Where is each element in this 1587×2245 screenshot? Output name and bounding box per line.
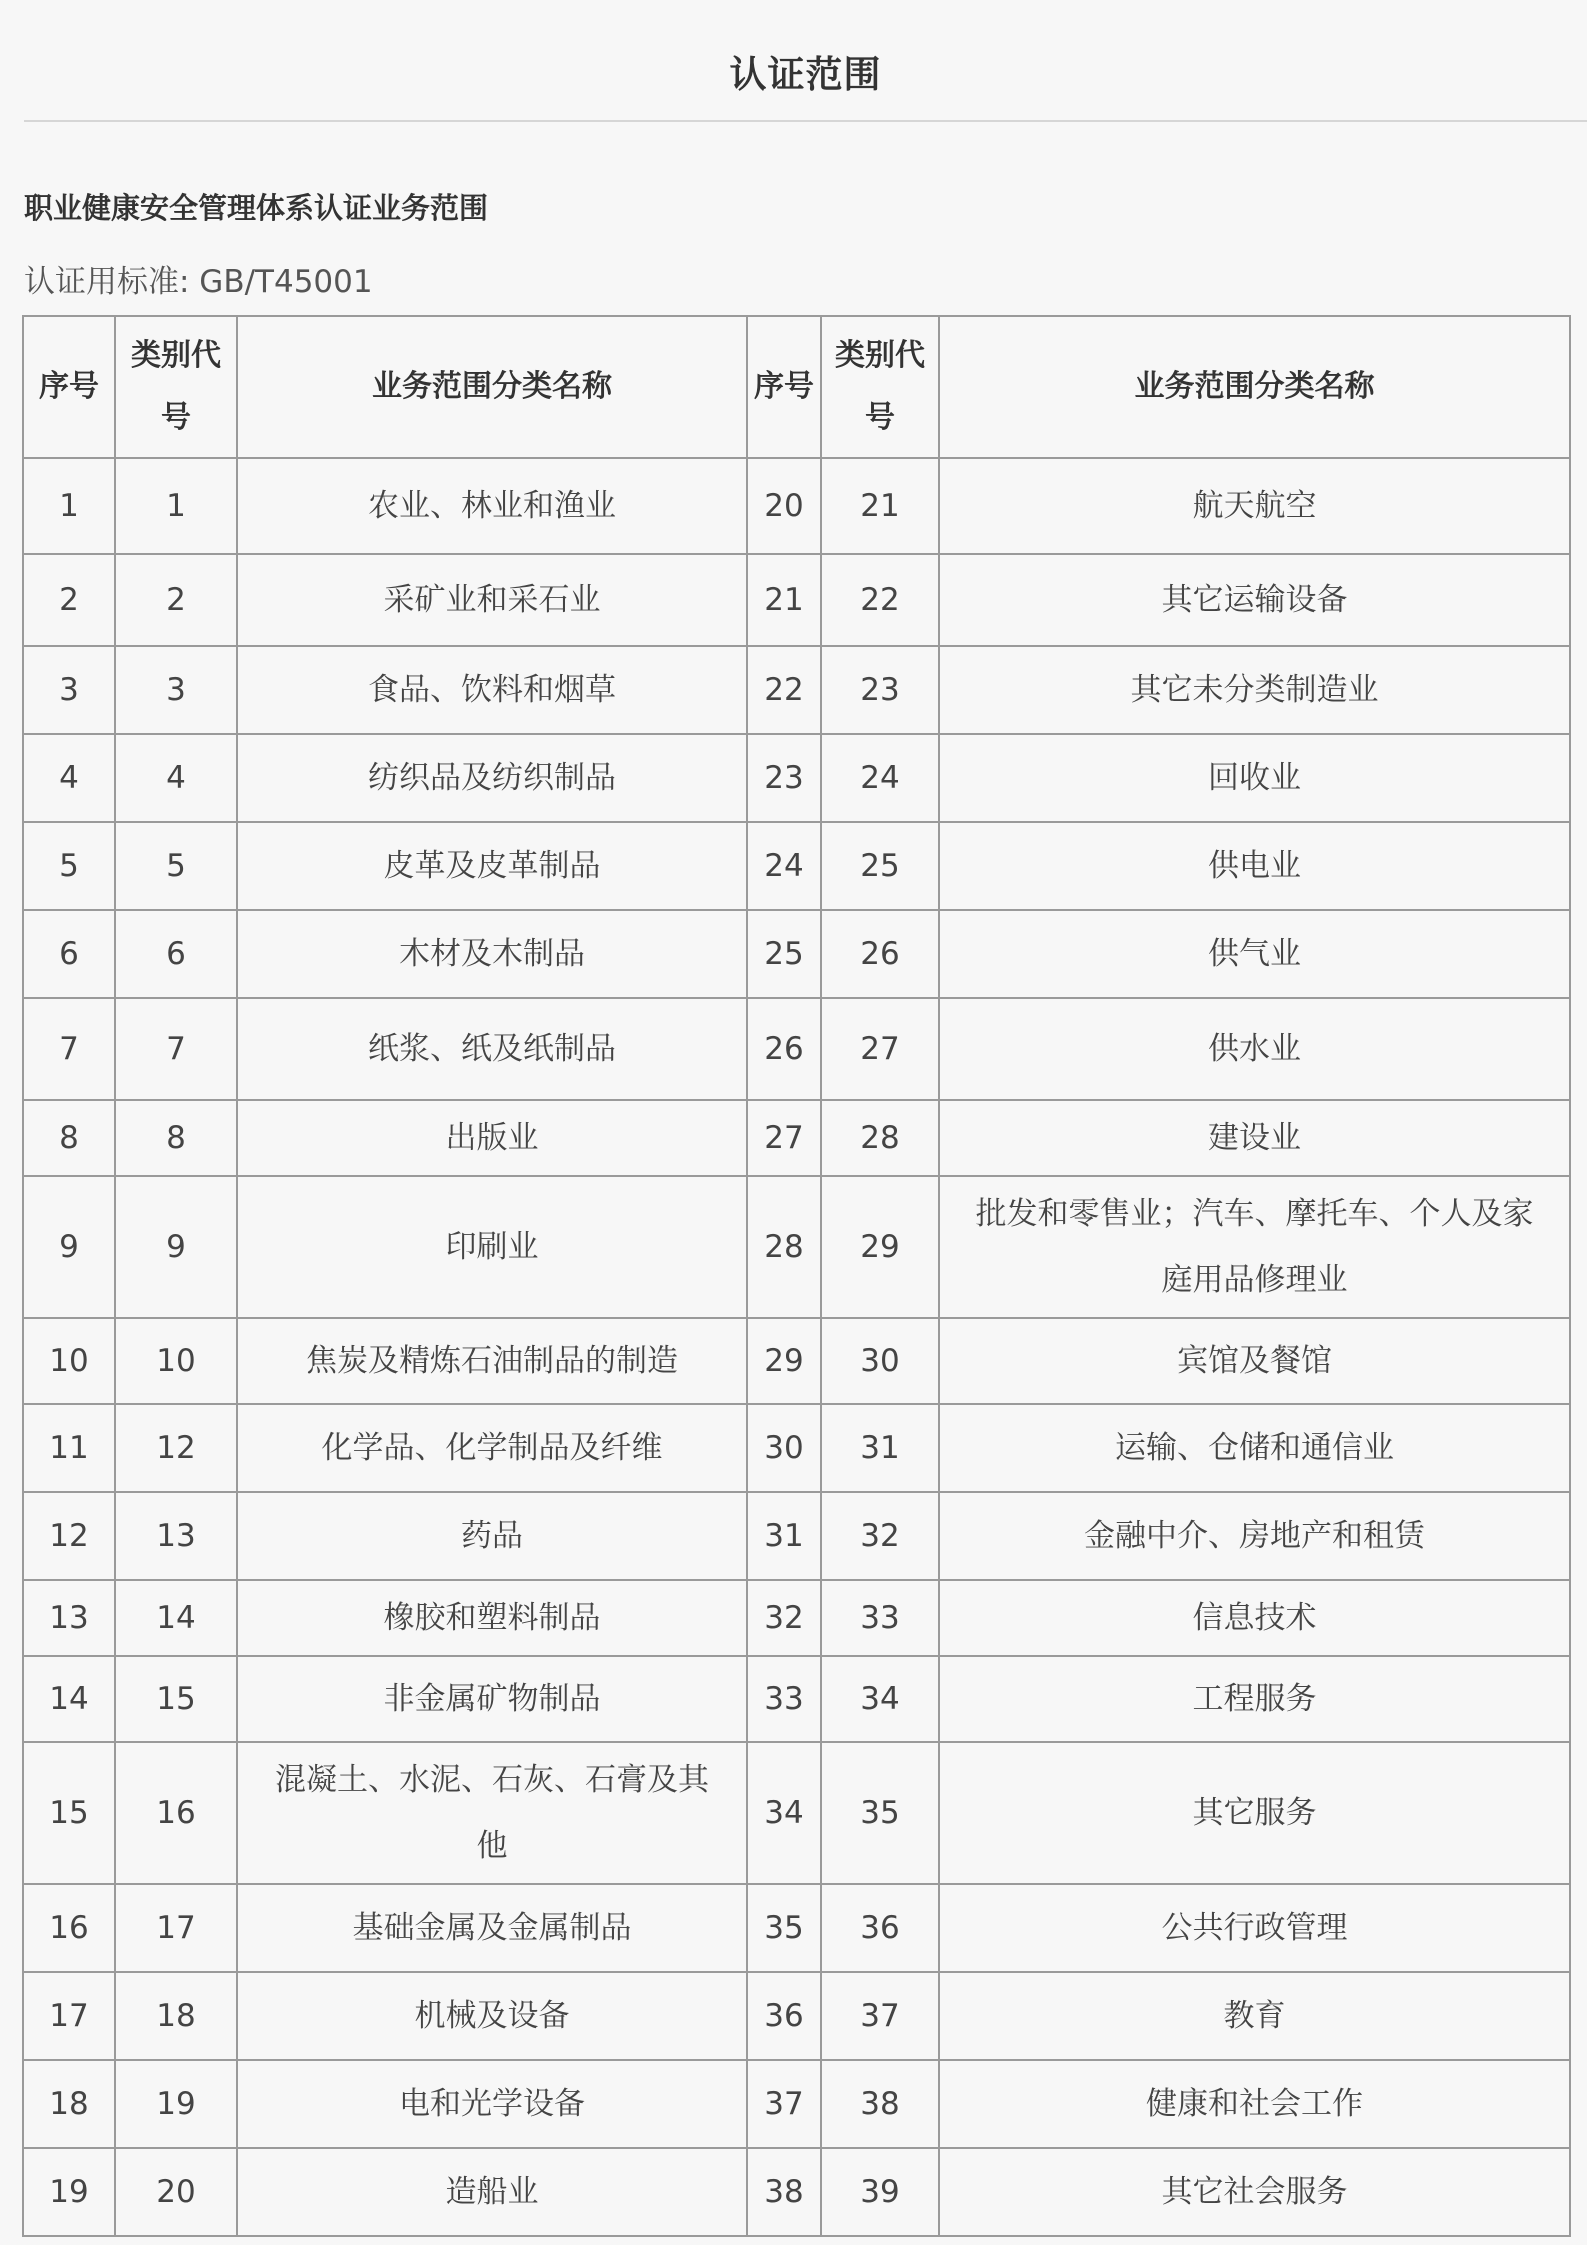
table-row	[23, 554, 1570, 646]
table-row	[23, 1100, 1570, 1176]
cell-seq2: 31	[747, 1492, 821, 1580]
table-row	[23, 1404, 1570, 1492]
cell-seq: 4	[23, 734, 115, 822]
cell-seq: 12	[23, 1492, 115, 1580]
table-row	[23, 1972, 1570, 2060]
cell-seq2: 35	[747, 1884, 821, 1972]
cell-name2: 供电业	[939, 822, 1570, 910]
cell-name: 印刷业	[237, 1176, 747, 1318]
table-row	[23, 458, 1570, 554]
cell-seq: 6	[23, 910, 115, 998]
cell-code: 16	[115, 1742, 237, 1884]
cell-code: 17	[115, 1884, 237, 1972]
cell-code2: 31	[821, 1404, 939, 1492]
cell-code: 6	[115, 910, 237, 998]
cell-code: 14	[115, 1580, 237, 1656]
cell-seq2: 20	[747, 458, 821, 554]
cell-code2: 22	[821, 554, 939, 646]
scope-table	[22, 315, 1571, 2237]
cell-code2: 37	[821, 1972, 939, 2060]
cell-seq2: 21	[747, 554, 821, 646]
header-code2-line2: 号	[865, 400, 895, 435]
cell-name2: 建设业	[939, 1100, 1570, 1176]
cell-name: 焦炭及精炼石油制品的制造	[237, 1318, 747, 1404]
table-row	[23, 1884, 1570, 1972]
cell-code: 1	[115, 458, 237, 554]
table-row	[23, 1492, 1570, 1580]
cell-name: 采矿业和采石业	[237, 554, 747, 646]
cell-seq2: 38	[747, 2148, 821, 2236]
header-code-line1: 类别代	[131, 338, 221, 373]
cell-code: 2	[115, 554, 237, 646]
cell-seq: 5	[23, 822, 115, 910]
cell-seq2: 23	[747, 734, 821, 822]
cell-code2: 35	[821, 1742, 939, 1884]
cell-seq: 11	[23, 1404, 115, 1492]
table-row	[23, 910, 1570, 998]
cell-name: 基础金属及金属制品	[237, 1884, 747, 1972]
section-title: 职业健康安全管理体系认证业务范围	[24, 191, 489, 225]
cell-code: 10	[115, 1318, 237, 1404]
cell-name2: 供水业	[939, 998, 1570, 1100]
cell-seq: 13	[23, 1580, 115, 1656]
cell-name2: 回收业	[939, 734, 1570, 822]
cell-seq2: 22	[747, 646, 821, 734]
cell-seq: 1	[23, 458, 115, 554]
table-row	[23, 822, 1570, 910]
cell-name2: 公共行政管理	[939, 1884, 1570, 1972]
cell-code: 18	[115, 1972, 237, 2060]
cell-seq2: 26	[747, 998, 821, 1100]
cell-seq2: 24	[747, 822, 821, 910]
cell-seq2: 25	[747, 910, 821, 998]
cell-seq2: 37	[747, 2060, 821, 2148]
header-code2	[821, 316, 939, 458]
cell-name	[237, 1742, 747, 1884]
cell-code2: 33	[821, 1580, 939, 1656]
cell-name-line2: 他	[476, 1828, 508, 1864]
cell-code2: 26	[821, 910, 939, 998]
cell-name: 橡胶和塑料制品	[237, 1580, 747, 1656]
cell-name: 非金属矿物制品	[237, 1656, 747, 1742]
cell-name-line1: 混凝土、水泥、石灰、石膏及其	[275, 1762, 709, 1798]
cell-name: 食品、饮料和烟草	[237, 646, 747, 734]
table-row	[23, 2060, 1570, 2148]
cell-name: 皮革及皮革制品	[237, 822, 747, 910]
cell-name2: 宾馆及餐馆	[939, 1318, 1570, 1404]
table-row	[23, 1580, 1570, 1656]
cell-name2: 健康和社会工作	[939, 2060, 1570, 2148]
cell-code: 8	[115, 1100, 237, 1176]
header-seq2: 序号	[747, 316, 821, 458]
cell-seq: 19	[23, 2148, 115, 2236]
cell-code2: 36	[821, 1884, 939, 1972]
header-seq: 序号	[23, 316, 115, 458]
header-code-line2: 号	[161, 400, 191, 435]
cell-code2: 23	[821, 646, 939, 734]
cell-name2: 信息技术	[939, 1580, 1570, 1656]
cell-code2: 30	[821, 1318, 939, 1404]
cell-name: 机械及设备	[237, 1972, 747, 2060]
cell-name2: 其它运输设备	[939, 554, 1570, 646]
cell-seq2: 30	[747, 1404, 821, 1492]
cell-code2: 29	[821, 1176, 939, 1318]
cell-name: 化学品、化学制品及纤维	[237, 1404, 747, 1492]
cell-name2: 运输、仓储和通信业	[939, 1404, 1570, 1492]
cell-name2: 教育	[939, 1972, 1570, 2060]
cell-code: 5	[115, 822, 237, 910]
cell-name2	[939, 1176, 1570, 1318]
cell-seq2: 36	[747, 1972, 821, 2060]
cell-code2: 34	[821, 1656, 939, 1742]
cell-seq2: 27	[747, 1100, 821, 1176]
cell-name: 出版业	[237, 1100, 747, 1176]
cell-code: 7	[115, 998, 237, 1100]
cell-name2: 供气业	[939, 910, 1570, 998]
cell-code: 15	[115, 1656, 237, 1742]
cell-name2: 航天航空	[939, 458, 1570, 554]
table-row	[23, 998, 1570, 1100]
cell-code2: 38	[821, 2060, 939, 2148]
cell-name: 电和光学设备	[237, 2060, 747, 2148]
header-name2: 业务范围分类名称	[939, 316, 1570, 458]
cell-seq: 10	[23, 1318, 115, 1404]
cell-code: 19	[115, 2060, 237, 2148]
cell-code: 4	[115, 734, 237, 822]
cell-code: 3	[115, 646, 237, 734]
cell-seq: 18	[23, 2060, 115, 2148]
cell-seq2: 28	[747, 1176, 821, 1318]
header-code	[115, 316, 237, 458]
table-row	[23, 734, 1570, 822]
cell-seq2: 33	[747, 1656, 821, 1742]
table-header-row	[23, 316, 1570, 458]
cell-seq: 7	[23, 998, 115, 1100]
cell-name2: 金融中介、房地产和租赁	[939, 1492, 1570, 1580]
cell-seq2: 32	[747, 1580, 821, 1656]
table-row	[23, 646, 1570, 734]
cell-seq: 14	[23, 1656, 115, 1742]
table-row	[23, 1318, 1570, 1404]
standard-line: 认证用标准: GB/T45001	[24, 264, 373, 300]
cell-name: 纸浆、纸及纸制品	[237, 998, 747, 1100]
cell-name2-line2: 庭用品修理业	[1161, 1262, 1348, 1298]
header-code2-line1: 类别代	[835, 338, 925, 373]
cell-seq: 9	[23, 1176, 115, 1318]
cell-name: 木材及木制品	[237, 910, 747, 998]
header-name: 业务范围分类名称	[237, 316, 747, 458]
page-title: 认证范围	[729, 53, 882, 96]
cell-name2: 其它社会服务	[939, 2148, 1570, 2236]
cell-name2: 其它未分类制造业	[939, 646, 1570, 734]
table-body	[23, 458, 1570, 2236]
cell-code: 13	[115, 1492, 237, 1580]
cell-name2: 工程服务	[939, 1656, 1570, 1742]
cell-code: 9	[115, 1176, 237, 1318]
cell-name: 造船业	[237, 2148, 747, 2236]
cell-name: 纺织品及纺织制品	[237, 734, 747, 822]
cell-seq: 15	[23, 1742, 115, 1884]
cell-name2-line1: 批发和零售业；汽车、摩托车、个人及家	[975, 1196, 1534, 1232]
cell-seq2: 34	[747, 1742, 821, 1884]
page-header	[24, 0, 1587, 122]
cell-name2: 其它服务	[939, 1742, 1570, 1884]
cell-code2: 28	[821, 1100, 939, 1176]
cell-seq: 3	[23, 646, 115, 734]
cell-code2: 27	[821, 998, 939, 1100]
cell-seq: 8	[23, 1100, 115, 1176]
cell-name: 药品	[237, 1492, 747, 1580]
cell-code2: 25	[821, 822, 939, 910]
cell-code: 12	[115, 1404, 237, 1492]
cell-seq2: 29	[747, 1318, 821, 1404]
cell-seq: 17	[23, 1972, 115, 2060]
cell-seq: 16	[23, 1884, 115, 1972]
cell-code2: 39	[821, 2148, 939, 2236]
cell-code2: 21	[821, 458, 939, 554]
table-row	[23, 1656, 1570, 1742]
cell-seq: 2	[23, 554, 115, 646]
cell-code2: 24	[821, 734, 939, 822]
table-row	[23, 2148, 1570, 2236]
cell-code: 20	[115, 2148, 237, 2236]
table-row	[23, 1176, 1570, 1318]
cell-name: 农业、林业和渔业	[237, 458, 747, 554]
cell-code2: 32	[821, 1492, 939, 1580]
table-row	[23, 1742, 1570, 1884]
